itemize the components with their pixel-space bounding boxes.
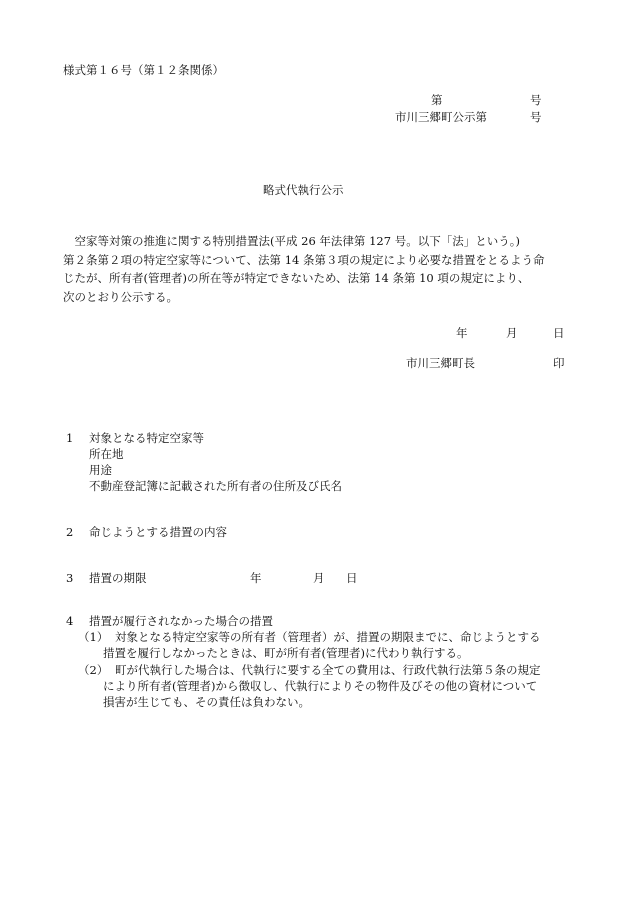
body-line-2: 第２条第２項の特定空家等について、法第 14 条第３項の規定により必要な措置をとるよう命 [63,252,545,267]
section-2-number: 2 [66,525,74,539]
section-4-item-1-line-2: 措置を履行しなかったときは、町が所有者(管理者)に代わり執行する。 [103,646,469,660]
mayor-title: 市川三郷町長 [406,356,475,370]
section-1-title: 対象となる特定空家等 [89,431,204,445]
date-year: 年 [456,326,468,340]
section-3-title: 措置の期限 [89,571,147,585]
body-paragraph [63,232,544,306]
document-title: 略式代執行公示 [263,183,344,197]
body-line-4: 次のとおり公示する。 [63,289,178,304]
section-4-item-2-line-1: 町が代執行した場合は、代執行に要する全ての費用は、行政代執行法第５条の規定 [115,663,541,677]
section-3-day: 日 [346,571,358,585]
section-4-item-1-label: （1） [78,630,109,644]
section-4-title: 措置が履行されなかった場合の措置 [89,614,273,628]
date-day: 日 [553,326,565,340]
section-3-number: 3 [66,571,74,585]
number-line1-suffix: 号 [530,93,542,107]
number-line2-suffix: 号 [530,110,542,124]
number-line1-prefix: 第 [431,93,443,107]
seal-mark: 印 [553,356,565,370]
form-number: 様式第１６号（第１２条関係） [63,63,224,77]
number-line2-prefix: 市川三郷町公示第 [395,110,487,124]
body-line-1: 空家等対策の推進に関する特別措置法(平成 26 年法律第 127 号。以下「法」という。) [63,234,520,248]
section-3-year: 年 [250,571,262,585]
section-4-item-2-line-3: 損害が生じても、その責任は負わない。 [103,695,310,709]
section-4-item-2-line-2: により所有者(管理者)から徴収し、代執行によりその物件及びその他の資材について [103,679,538,693]
body-line-3: じたが、所有者(管理者)の所在等が特定できないため、法第 14 条第 10 項の規定により、 [63,271,530,285]
section-4-number: 4 [66,614,74,628]
section-1-number: 1 [66,431,74,445]
section-1-item-usage: 用途 [89,463,112,477]
section-1-item-owner: 不動産登記簿に記載された所有者の住所及び氏名 [89,479,342,493]
section-4-item-2-label: （2） [78,663,109,677]
section-2-title: 命じようとする措置の内容 [89,525,227,539]
section-4-item-1-line-1: 対象となる特定空家等の所有者（管理者）が、措置の期限までに、命じようとする [115,630,541,644]
date-month: 月 [506,326,518,340]
section-3-month: 月 [313,571,325,585]
section-1-item-location: 所在地 [89,447,124,461]
